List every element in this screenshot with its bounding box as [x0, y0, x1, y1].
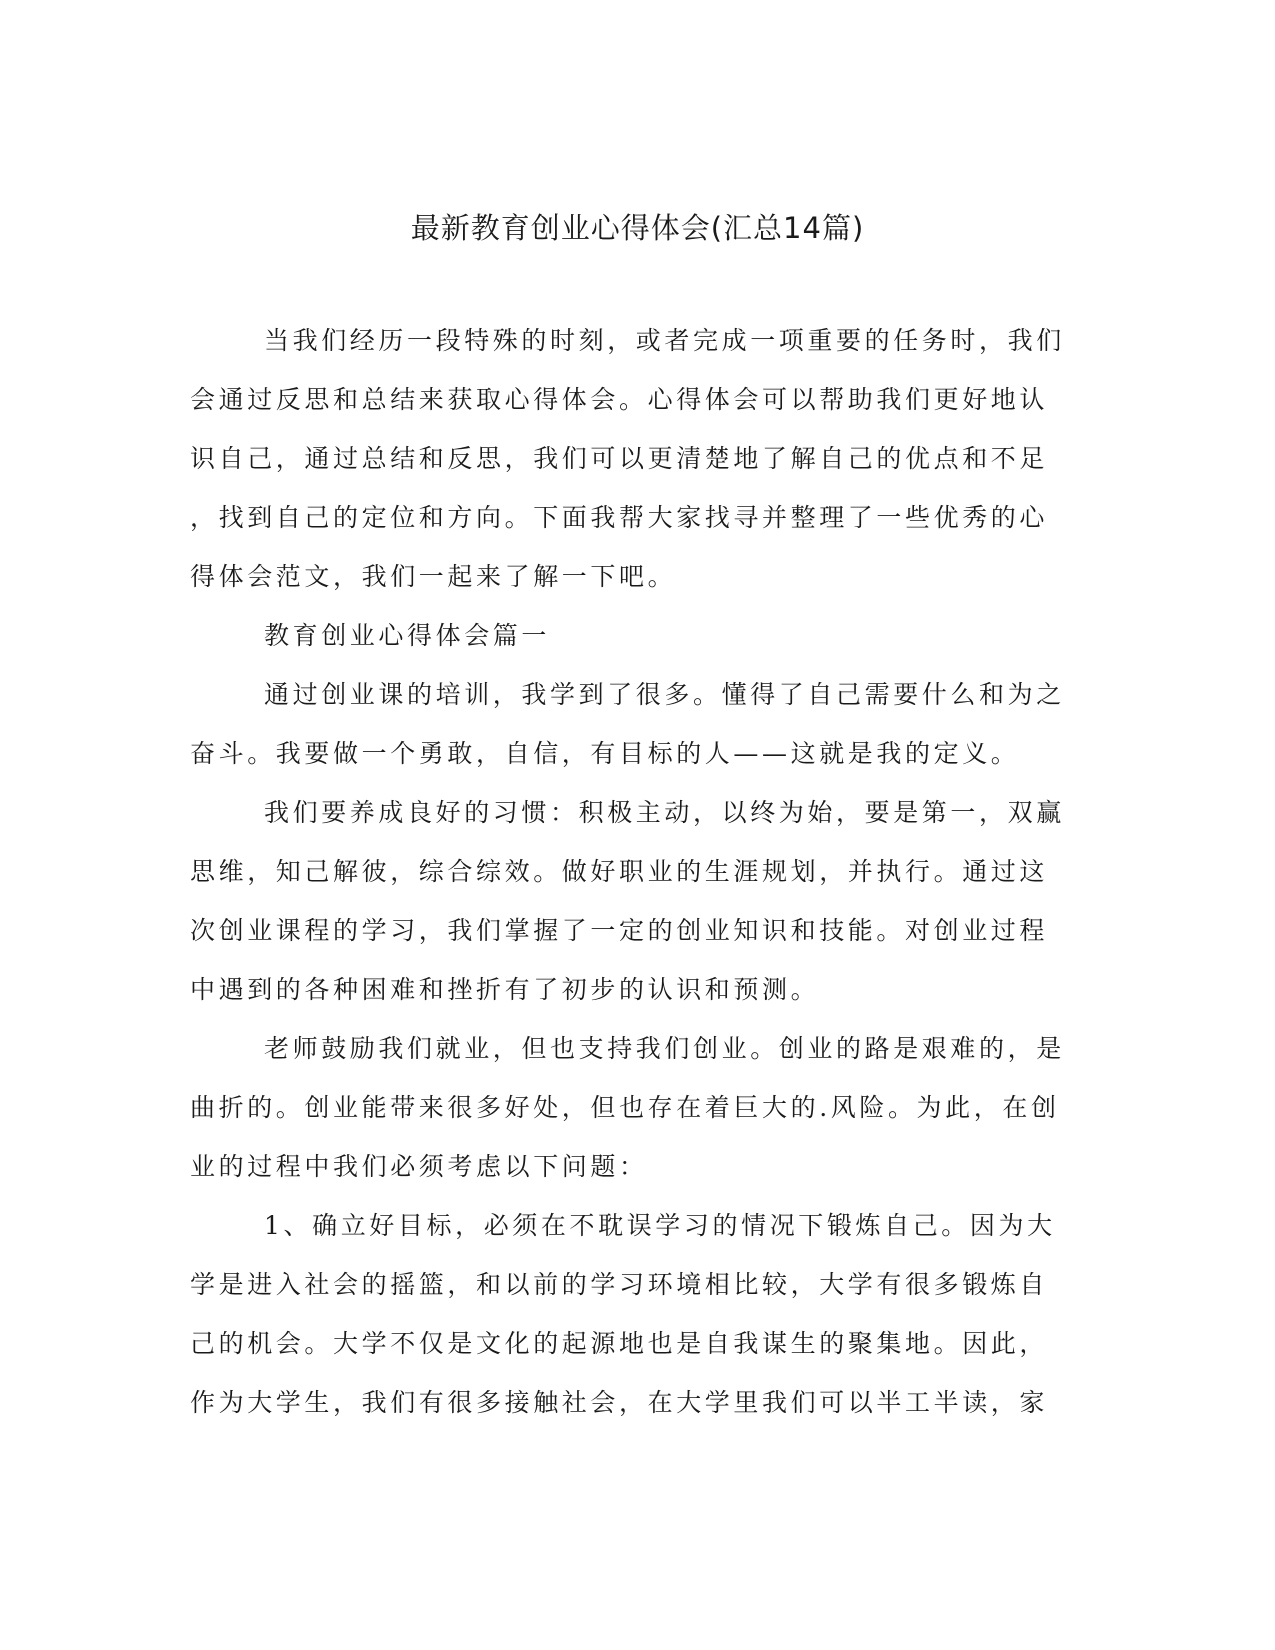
paragraph-line: 我们要养成良好的习惯：积极主动，以终为始，要是第一，双赢 — [264, 798, 1065, 827]
document-title: 最新教育创业心得体会(汇总14篇) — [410, 211, 865, 245]
section-heading: 教育创业心得体会篇一 — [264, 621, 551, 650]
paragraph-line: 奋斗。我要做一个勇敢，自信，有目标的人——这就是我的定义。 — [190, 739, 1020, 768]
paragraph-line: 作为大学生，我们有很多接触社会，在大学里我们可以半工半读，家 — [190, 1388, 1049, 1417]
paragraph-line: 1、确立好目标，必须在不耽误学习的情况下锻炼自己。因为大 — [264, 1211, 1056, 1240]
paragraph-line: 通过创业课的培训，我学到了很多。懂得了自己需要什么和为之 — [264, 680, 1065, 709]
paragraph-line: 中遇到的各种困难和挫折有了初步的认识和预测。 — [190, 975, 820, 1004]
paragraph-line: 次创业课程的学习，我们掌握了一定的创业知识和技能。对创业过程 — [190, 916, 1049, 945]
paragraph-line: ，找到自己的定位和方向。下面我帮大家找寻并整理了一些优秀的心 — [190, 503, 1049, 532]
paragraph-line: 会通过反思和总结来获取心得体会。心得体会可以帮助我们更好地认 — [190, 385, 1049, 414]
paragraph-line: 老师鼓励我们就业，但也支持我们创业。创业的路是艰难的，是 — [264, 1034, 1065, 1063]
paragraph-line: 己的机会。大学不仅是文化的起源地也是自我谋生的聚集地。因此， — [190, 1329, 1049, 1358]
paragraph-line: 曲折的。创业能带来很多好处，但也存在着巨大的.风险。为此，在创 — [190, 1093, 1060, 1122]
paragraph-line: 学是进入社会的摇篮，和以前的学习环境相比较，大学有很多锻炼自 — [190, 1270, 1049, 1299]
paragraph-line: 当我们经历一段特殊的时刻，或者完成一项重要的任务时，我们 — [264, 326, 1065, 355]
paragraph-line: 思维，知己解彼，综合综效。做好职业的生涯规划，并执行。通过这 — [190, 857, 1049, 886]
paragraph-line: 得体会范文，我们一起来了解一下吧。 — [190, 562, 677, 591]
paragraph-line: 业的过程中我们必须考虑以下问题： — [190, 1152, 648, 1181]
paragraph-line: 识自己，通过总结和反思，我们可以更清楚地了解自己的优点和不足 — [190, 444, 1049, 473]
